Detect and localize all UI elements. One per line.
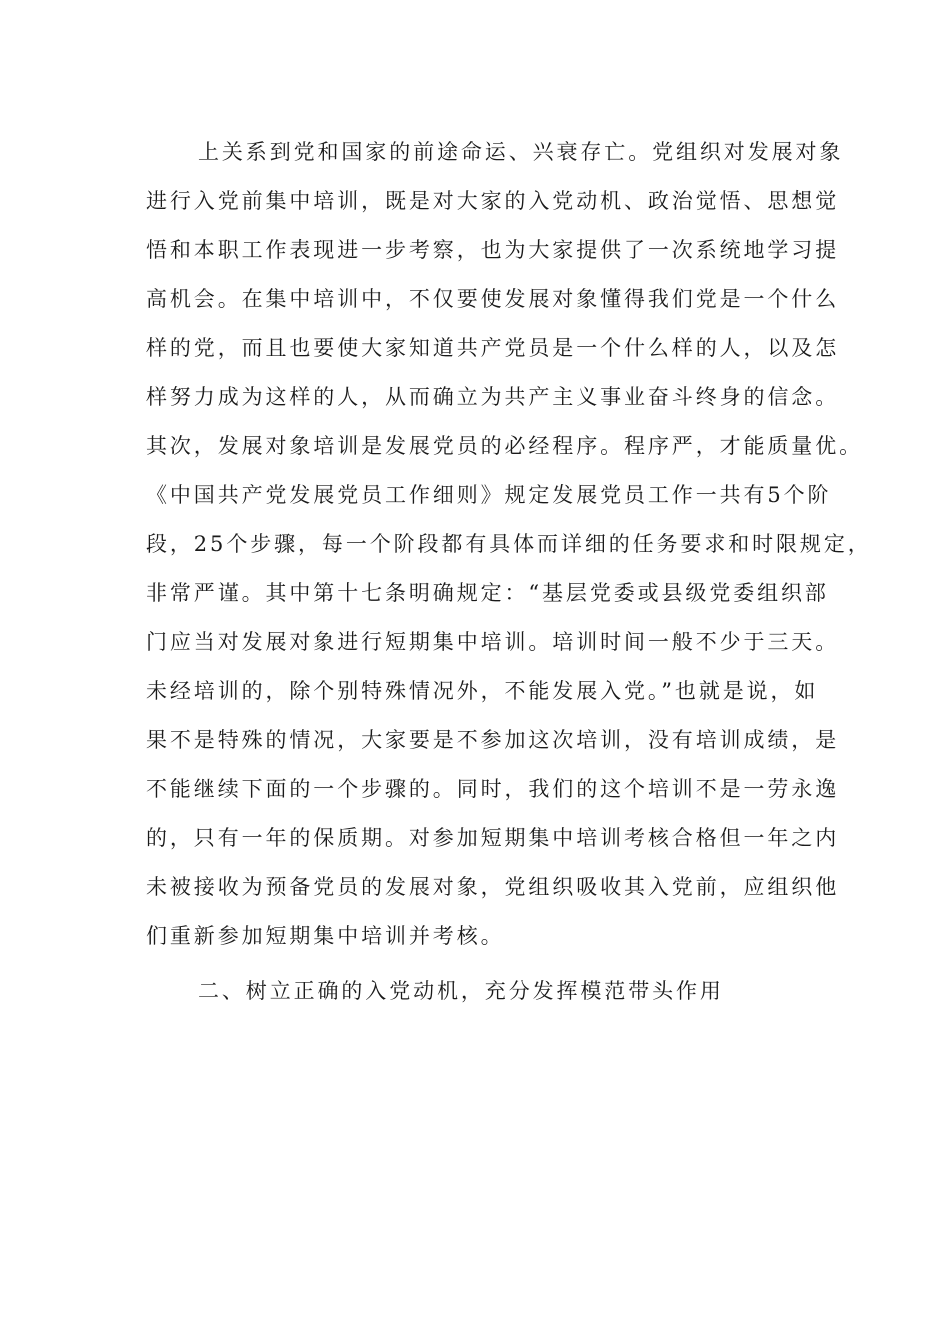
text-line-10: 非常严谨。其中第十七条明确规定：“基层党委或县级党委组织部 [146,581,829,605]
text-line-15: 的，只有一年的保质期。对参加短期集中培训考核合格但一年之内 [146,826,840,850]
text-line-5: 样的党，而且也要使大家知道共产党员是一个什么样的人，以及怎 [146,336,840,360]
text-line-13: 果不是特殊的情况，大家要是不参加这次培训，没有培训成绩，是 [146,728,840,752]
text-line-1: 上关系到党和国家的前途命运、兴衰存亡。党组织对发展对象 [198,140,844,164]
text-line-17: 们重新参加短期集中培训并考核。 [146,924,505,948]
text-line-3: 悟和本职工作表现进一步考察，也为大家提供了一次系统地学习提 [146,238,840,262]
text-line-12: 未经培训的，除个别特殊情况外，不能发展入党。”也就是说，如 [146,679,819,703]
text-line-4: 高机会。在集中培训中，不仅要使发展对象懂得我们党是一个什么 [146,287,840,311]
text-line-6: 样努力成为这样的人，从而确立为共产主义事业奋斗终身的信念。 [146,385,840,409]
text-line-2: 进行入党前集中培训，既是对大家的入党动机、政治觉悟、思想觉 [146,189,840,213]
text-line-16: 未被接收为预备党员的发展对象，党组织吸收其入党前，应组织他 [146,875,840,899]
text-line-14: 不能继续下面的一个步骤的。同时，我们的这个培训不是一劳永逸 [146,777,840,801]
section-heading: 二、树立正确的入党动机，充分发挥模范带头作用 [198,979,724,1003]
text-line-11: 门应当对发展对象进行短期集中培训。培训时间一般不少于三天。 [146,630,840,654]
text-line-9: 段，25个步骤，每一个阶段都有具体而详细的任务要求和时限规定， [146,532,872,556]
text-line-8: 《中国共产党发展党员工作细则》规定发展党员工作一共有5个阶 [146,483,832,507]
text-line-7: 其次，发展对象培训是发展党员的必经程序。程序严，才能质量优。 [146,434,863,458]
